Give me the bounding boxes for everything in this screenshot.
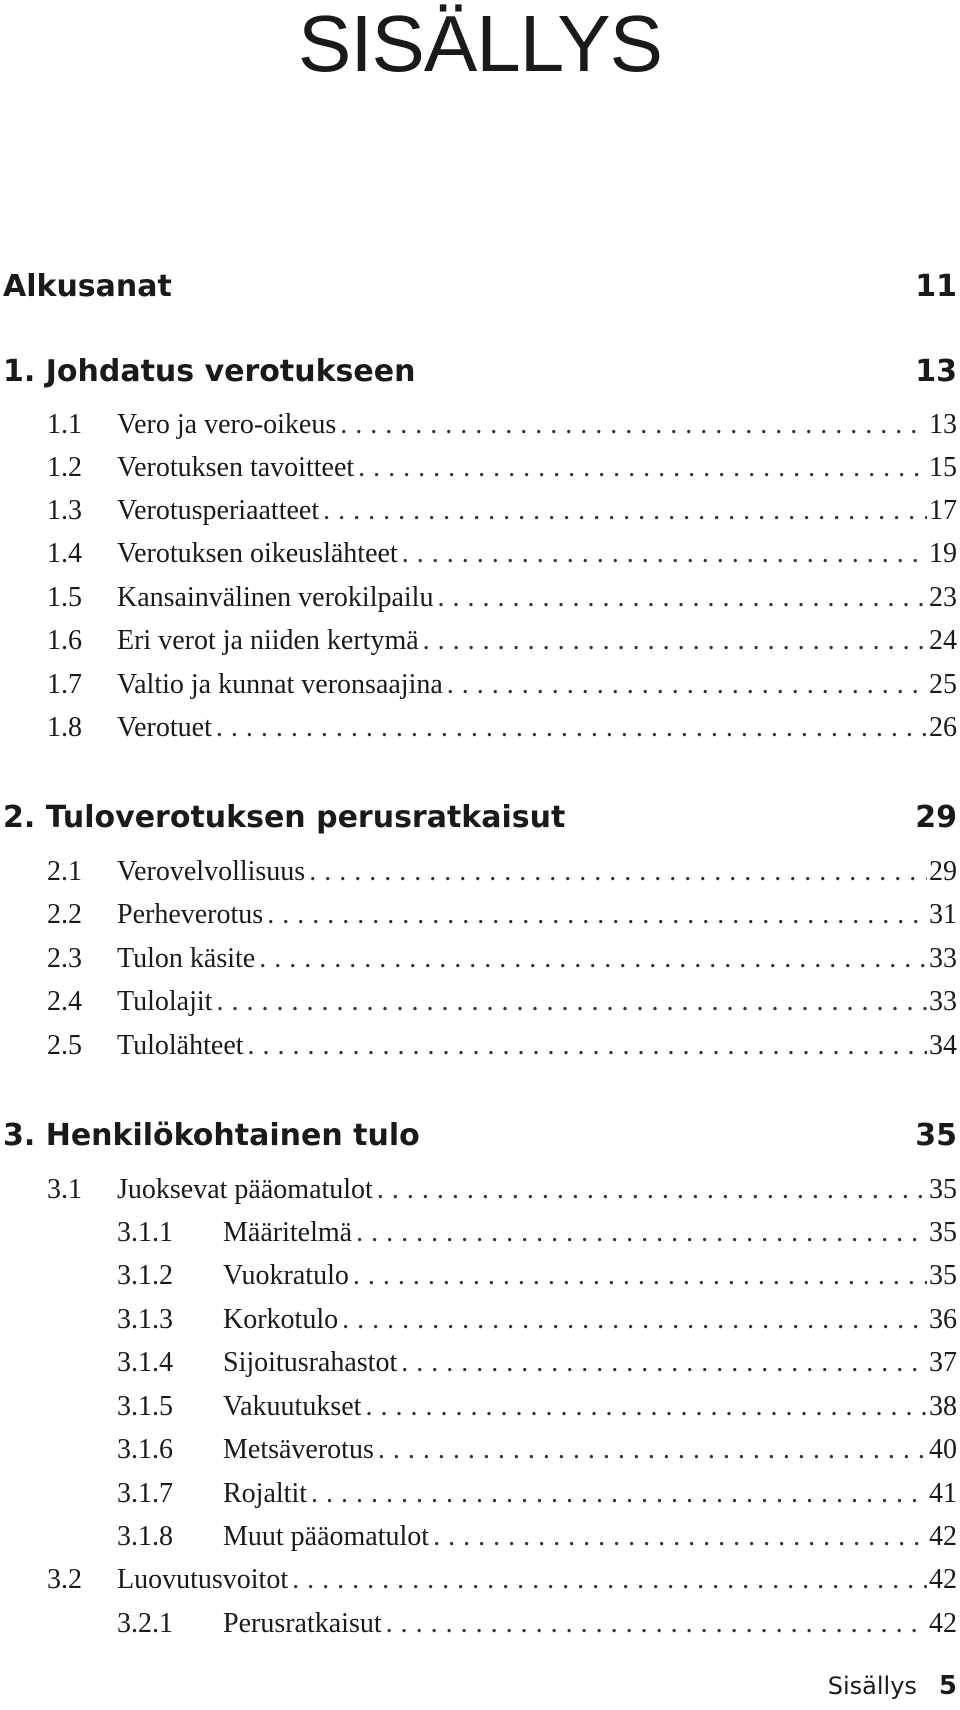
dot-leader <box>398 536 927 572</box>
entry-page: 33 <box>929 943 957 974</box>
entry-title: Vero ja vero-oikeus <box>117 409 337 440</box>
toc-entry-3-2-1[interactable] <box>117 1606 957 1642</box>
toc-entry-3-1[interactable] <box>47 1172 957 1208</box>
entry-title: Tulon käsite <box>117 943 256 974</box>
entry-page: 35 <box>929 1260 957 1291</box>
entry-number: 3.1.1 <box>117 1217 173 1248</box>
entry-page: 37 <box>929 1347 957 1378</box>
entry-number: 3.1.3 <box>117 1304 173 1335</box>
dot-leader <box>307 1476 927 1512</box>
entry-page: 38 <box>929 1391 957 1422</box>
toc-entry-2-3[interactable] <box>47 941 957 977</box>
toc-entry-3-1-5[interactable] <box>117 1389 957 1425</box>
dot-leader <box>305 854 927 890</box>
entry-page: 42 <box>929 1521 957 1552</box>
entry-page: 23 <box>929 582 957 613</box>
entry-title: Verotuet <box>117 712 212 743</box>
entry-number: 1.7 <box>47 669 82 700</box>
footer-page-number: 5 <box>938 1671 957 1701</box>
toc-chapter-1[interactable] <box>3 352 957 392</box>
dot-leader <box>319 493 927 529</box>
dot-leader <box>373 1172 927 1208</box>
entry-page: 26 <box>929 712 957 743</box>
toc-entry-1-6[interactable] <box>47 623 957 659</box>
toc-entry-3-2[interactable] <box>47 1562 957 1598</box>
toc-entry-3-1-2[interactable] <box>117 1258 957 1294</box>
entry-page: 19 <box>929 538 957 569</box>
entry-title: Tulolajit <box>117 986 213 1017</box>
entry-number: 1.3 <box>47 495 82 526</box>
dot-leader <box>352 1215 927 1251</box>
toc-entry-2-4[interactable] <box>47 984 957 1020</box>
entry-number: 3.2 <box>47 1564 82 1595</box>
dot-leader <box>429 1519 927 1555</box>
toc-entry-3-1-6[interactable] <box>117 1432 957 1468</box>
entry-number: 3.1.4 <box>117 1347 173 1378</box>
toc-entry-2-5[interactable] <box>47 1028 957 1064</box>
entry-title: Verovelvollisuus <box>117 856 306 887</box>
entry-title: Vuokratulo <box>223 1260 349 1291</box>
toc-entry-1-8[interactable] <box>47 710 957 746</box>
entry-number: 2.2 <box>47 899 82 930</box>
entry-page: 25 <box>929 669 957 700</box>
entry-title: Kansainvälinen verokilpailu <box>117 582 434 613</box>
entry-title: Perusratkaisut <box>223 1608 382 1639</box>
toc-entry-3-1-4[interactable] <box>117 1345 957 1381</box>
dot-leader <box>397 1345 927 1381</box>
toc-entry-1-7[interactable] <box>47 667 957 703</box>
entry-number: 2.1 <box>47 856 82 887</box>
entry-page: 17 <box>929 495 957 526</box>
entry-number: 2.5 <box>47 1030 82 1061</box>
dot-leader <box>288 1562 927 1598</box>
entry-title: Juoksevat pääomatulot <box>117 1174 373 1205</box>
dot-leader <box>382 1606 927 1642</box>
entry-page: 34 <box>929 1030 957 1061</box>
entry-title: Korkotulo <box>223 1304 339 1335</box>
toc-entry-1-5[interactable] <box>47 580 957 616</box>
entry-number: 1.4 <box>47 538 82 569</box>
entry-page: 36 <box>929 1304 957 1335</box>
entry-page: 40 <box>929 1434 957 1465</box>
entry-title: Eri verot ja niiden kertymä <box>117 625 419 656</box>
toc-entry-3-1-1[interactable] <box>117 1215 957 1251</box>
toc-preface[interactable] <box>3 267 957 307</box>
dot-leader <box>212 710 927 746</box>
dot-leader <box>433 580 927 616</box>
toc-entry-2-2[interactable] <box>47 897 957 933</box>
entry-page: 31 <box>929 899 957 930</box>
entry-title: Luovutusvoitot <box>117 1564 289 1595</box>
entry-number: 1.1 <box>47 409 82 440</box>
toc-entry-2-1[interactable] <box>47 854 957 890</box>
entry-title: Metsäverotus <box>223 1434 374 1465</box>
entry-number: 3.1 <box>47 1174 82 1205</box>
entry-title: Muut pääomatulot <box>223 1521 430 1552</box>
chapter-page: 13 <box>915 354 957 389</box>
toc-entry-1-2[interactable] <box>47 450 957 486</box>
entry-page: 24 <box>929 625 957 656</box>
entry-number: 3.2.1 <box>117 1608 173 1639</box>
entry-title: Verotuksen tavoitteet <box>117 452 355 483</box>
entry-number: 3.1.7 <box>117 1478 173 1509</box>
entry-title: Perheverotus <box>117 899 264 930</box>
entry-title: Valtio ja kunnat veronsaajina <box>117 669 443 700</box>
entry-page: 42 <box>929 1608 957 1639</box>
entry-page: 35 <box>929 1217 957 1248</box>
entry-title: Verotuksen oikeuslähteet <box>117 538 398 569</box>
toc-preface-label: Alkusanat <box>3 269 172 304</box>
dot-leader <box>336 407 927 443</box>
entry-number: 2.4 <box>47 986 82 1017</box>
entry-number: 3.1.8 <box>117 1521 173 1552</box>
entry-page: 29 <box>929 856 957 887</box>
toc-preface-page: 11 <box>915 269 957 304</box>
entry-number: 3.1.2 <box>117 1260 173 1291</box>
entry-title: Sijoitusrahastot <box>223 1347 398 1378</box>
entry-number: 1.6 <box>47 625 82 656</box>
entry-page: 15 <box>929 452 957 483</box>
dot-leader <box>244 1028 927 1064</box>
page-title: SISÄLLYS <box>297 0 663 88</box>
chapter-page: 29 <box>915 800 957 835</box>
toc-entry-1-4[interactable] <box>47 536 957 572</box>
toc-chapter-2[interactable] <box>3 798 957 838</box>
dot-leader <box>374 1432 927 1468</box>
footer-label: Sisällys <box>827 1672 917 1700</box>
chapter-title: 3. Henkilökohtainen tulo <box>3 1118 420 1153</box>
entry-page: 33 <box>929 986 957 1017</box>
dot-leader <box>212 984 927 1020</box>
toc-entry-3-1-8[interactable] <box>117 1519 957 1555</box>
toc-entry-1-1[interactable] <box>47 407 957 443</box>
entry-number: 3.1.6 <box>117 1434 173 1465</box>
dot-leader <box>443 667 927 703</box>
entry-number: 1.2 <box>47 452 82 483</box>
entry-number: 2.3 <box>47 943 82 974</box>
dot-leader <box>349 1258 927 1294</box>
dot-leader <box>263 897 927 933</box>
toc-entry-3-1-7[interactable] <box>117 1476 957 1512</box>
chapter-title: 1. Johdatus verotukseen <box>3 354 416 389</box>
entry-title: Määritelmä <box>223 1217 353 1248</box>
chapter-page: 35 <box>915 1118 957 1153</box>
entry-title: Rojaltit <box>223 1478 307 1509</box>
dot-leader <box>361 1389 927 1425</box>
entry-title: Vakuutukset <box>223 1391 362 1422</box>
entry-page: 35 <box>929 1174 957 1205</box>
dot-leader <box>338 1302 927 1338</box>
page-footer <box>828 1670 957 1702</box>
entry-title: Tulolähteet <box>117 1030 244 1061</box>
chapter-title: 2. Tuloverotuksen perusratkaisut <box>3 800 566 835</box>
entry-page: 41 <box>929 1478 957 1509</box>
dot-leader <box>354 450 927 486</box>
entry-number: 1.5 <box>47 582 82 613</box>
toc-entry-1-3[interactable] <box>47 493 957 529</box>
entry-number: 1.8 <box>47 712 82 743</box>
toc-entry-3-1-3[interactable] <box>117 1302 957 1338</box>
entry-page: 42 <box>929 1564 957 1595</box>
toc-chapter-3[interactable] <box>3 1116 957 1156</box>
dot-leader <box>419 623 927 659</box>
entry-title: Verotusperiaatteet <box>117 495 320 526</box>
dot-leader <box>255 941 927 977</box>
entry-page: 13 <box>929 409 957 440</box>
entry-number: 3.1.5 <box>117 1391 173 1422</box>
